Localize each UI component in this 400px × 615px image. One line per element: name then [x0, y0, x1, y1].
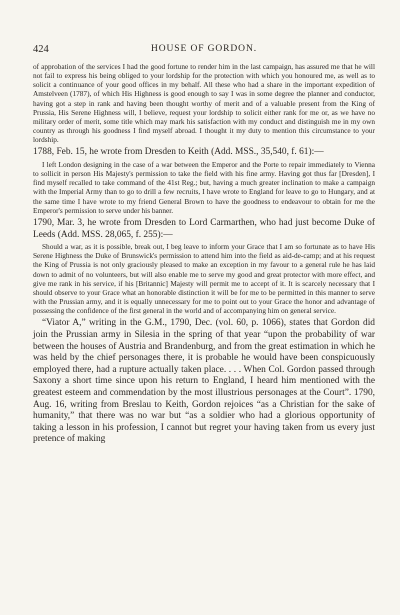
letter-excerpt-3: Should a war, as it is possible, break out, I beg leave to inform your Grace that I am so fortunate as to have His Serene Highness the Duke of Brunswick's permission to attend him into the field as aid-de-camp; and at his request the King of Prussia is not only graciously pleased to make an exception in my favour to a general rule he has laid down to admit of no volunteers, but will also enable me to serve my good and great protector with more effect, and give me rank in his service, if his [Britannic] Majesty will permit me to accept of it. It is scarcely necessary that I should observe to your Grace what an honorable distinction it will be for me to be permitted in this manner to serve with the Prussian army, and it is equally unnecessary for me to point out to your Grace the honor and advantage of possessing the confidence of the first general in the world and of accompanying him on general service.	[33, 242, 375, 316]
narrative-paragraph-2: 1790, Mar. 3, he wrote from Dresden to Lord Carmarthen, who had just become Duke of Leeds (Add. MSS. 28,065, f. 255):—	[33, 217, 375, 240]
page-body	[33, 62, 375, 446]
narrative-paragraph-3: “Viator A,” writing in the G.M., 1790, Dec. (vol. 60, p. 1066), states that Gordon did join the Prussian army in Silesia in the spring of that year “upon the probability of war between the houses of Austria and Brandenburg, and from the great estimation in which he was held by the chief personages there, it is probable he would have been conspicuously employed there, had a rupture actually taken place. . . . When Col. Gordon passed through Saxony a short time since upon his return to England, I heard him mentioned with the greatest esteem and commendation by the most illustrious personages at the Court”. 1790, Aug. 16, writing from Breslau to Keith, Gordon rejoices “as a Christian for the sake of humanity,” that there was no war but “as a soldier who had a glorious opportunity of taking a lesson in his profession, I cannot but regret your having taken from us every just pretence of making	[33, 318, 375, 445]
narrative-paragraph-1: 1788, Feb. 15, he wrote from Dresden to Keith (Add. MSS., 35,540, f. 61):—	[33, 147, 324, 158]
letter-excerpt-1: of approbation of the services I had the good fortune to render him in the last campaign, has assured me that he will not fail to express his being obliged to your lordship for the protection with which you honoured me, as well as to solicit a continuance of your good offices in my behalf. All these who had a share in the important expedition of Amstelveen (1787), of which His Highness is good enough to say I was in some degree the planner and conductor, having got a step in rank and having been thought worthy of merit and of a valuable present from the King of Prussia, His Serene Highness will, I believe, request your lordship to solicit either rank for me or, as we have no military order of merit, some title which may mark his satisfaction with my conduct and distinguish me in my own country as through his goodness I find myself abroad. I thought it my duty to mention this circumstance to your lordship.	[33, 62, 375, 145]
running-head: HOUSE OF GORDON.	[151, 44, 257, 54]
letter-excerpt-2: I left London designing in the case of a war between the Emperor and the Porte to repair immediately to Vienna to sollicit in person His Majesty's permission to take the field with his fine army. Having got thus far [Dresden], I find myself recalled to take command of the 41st Reg.; but, having a much greater inclination to make a campaign with the Imperial Army than to go to drill a few recruits, I have wrote to England for leave to go to Hungary, and at the same time I have wrote to my friend General Brown to have the goodness to endeavour to obtain for me the Emperor's permission to serve under his banner.	[33, 160, 375, 215]
page-number: 424	[33, 44, 49, 55]
page-header	[33, 44, 375, 56]
